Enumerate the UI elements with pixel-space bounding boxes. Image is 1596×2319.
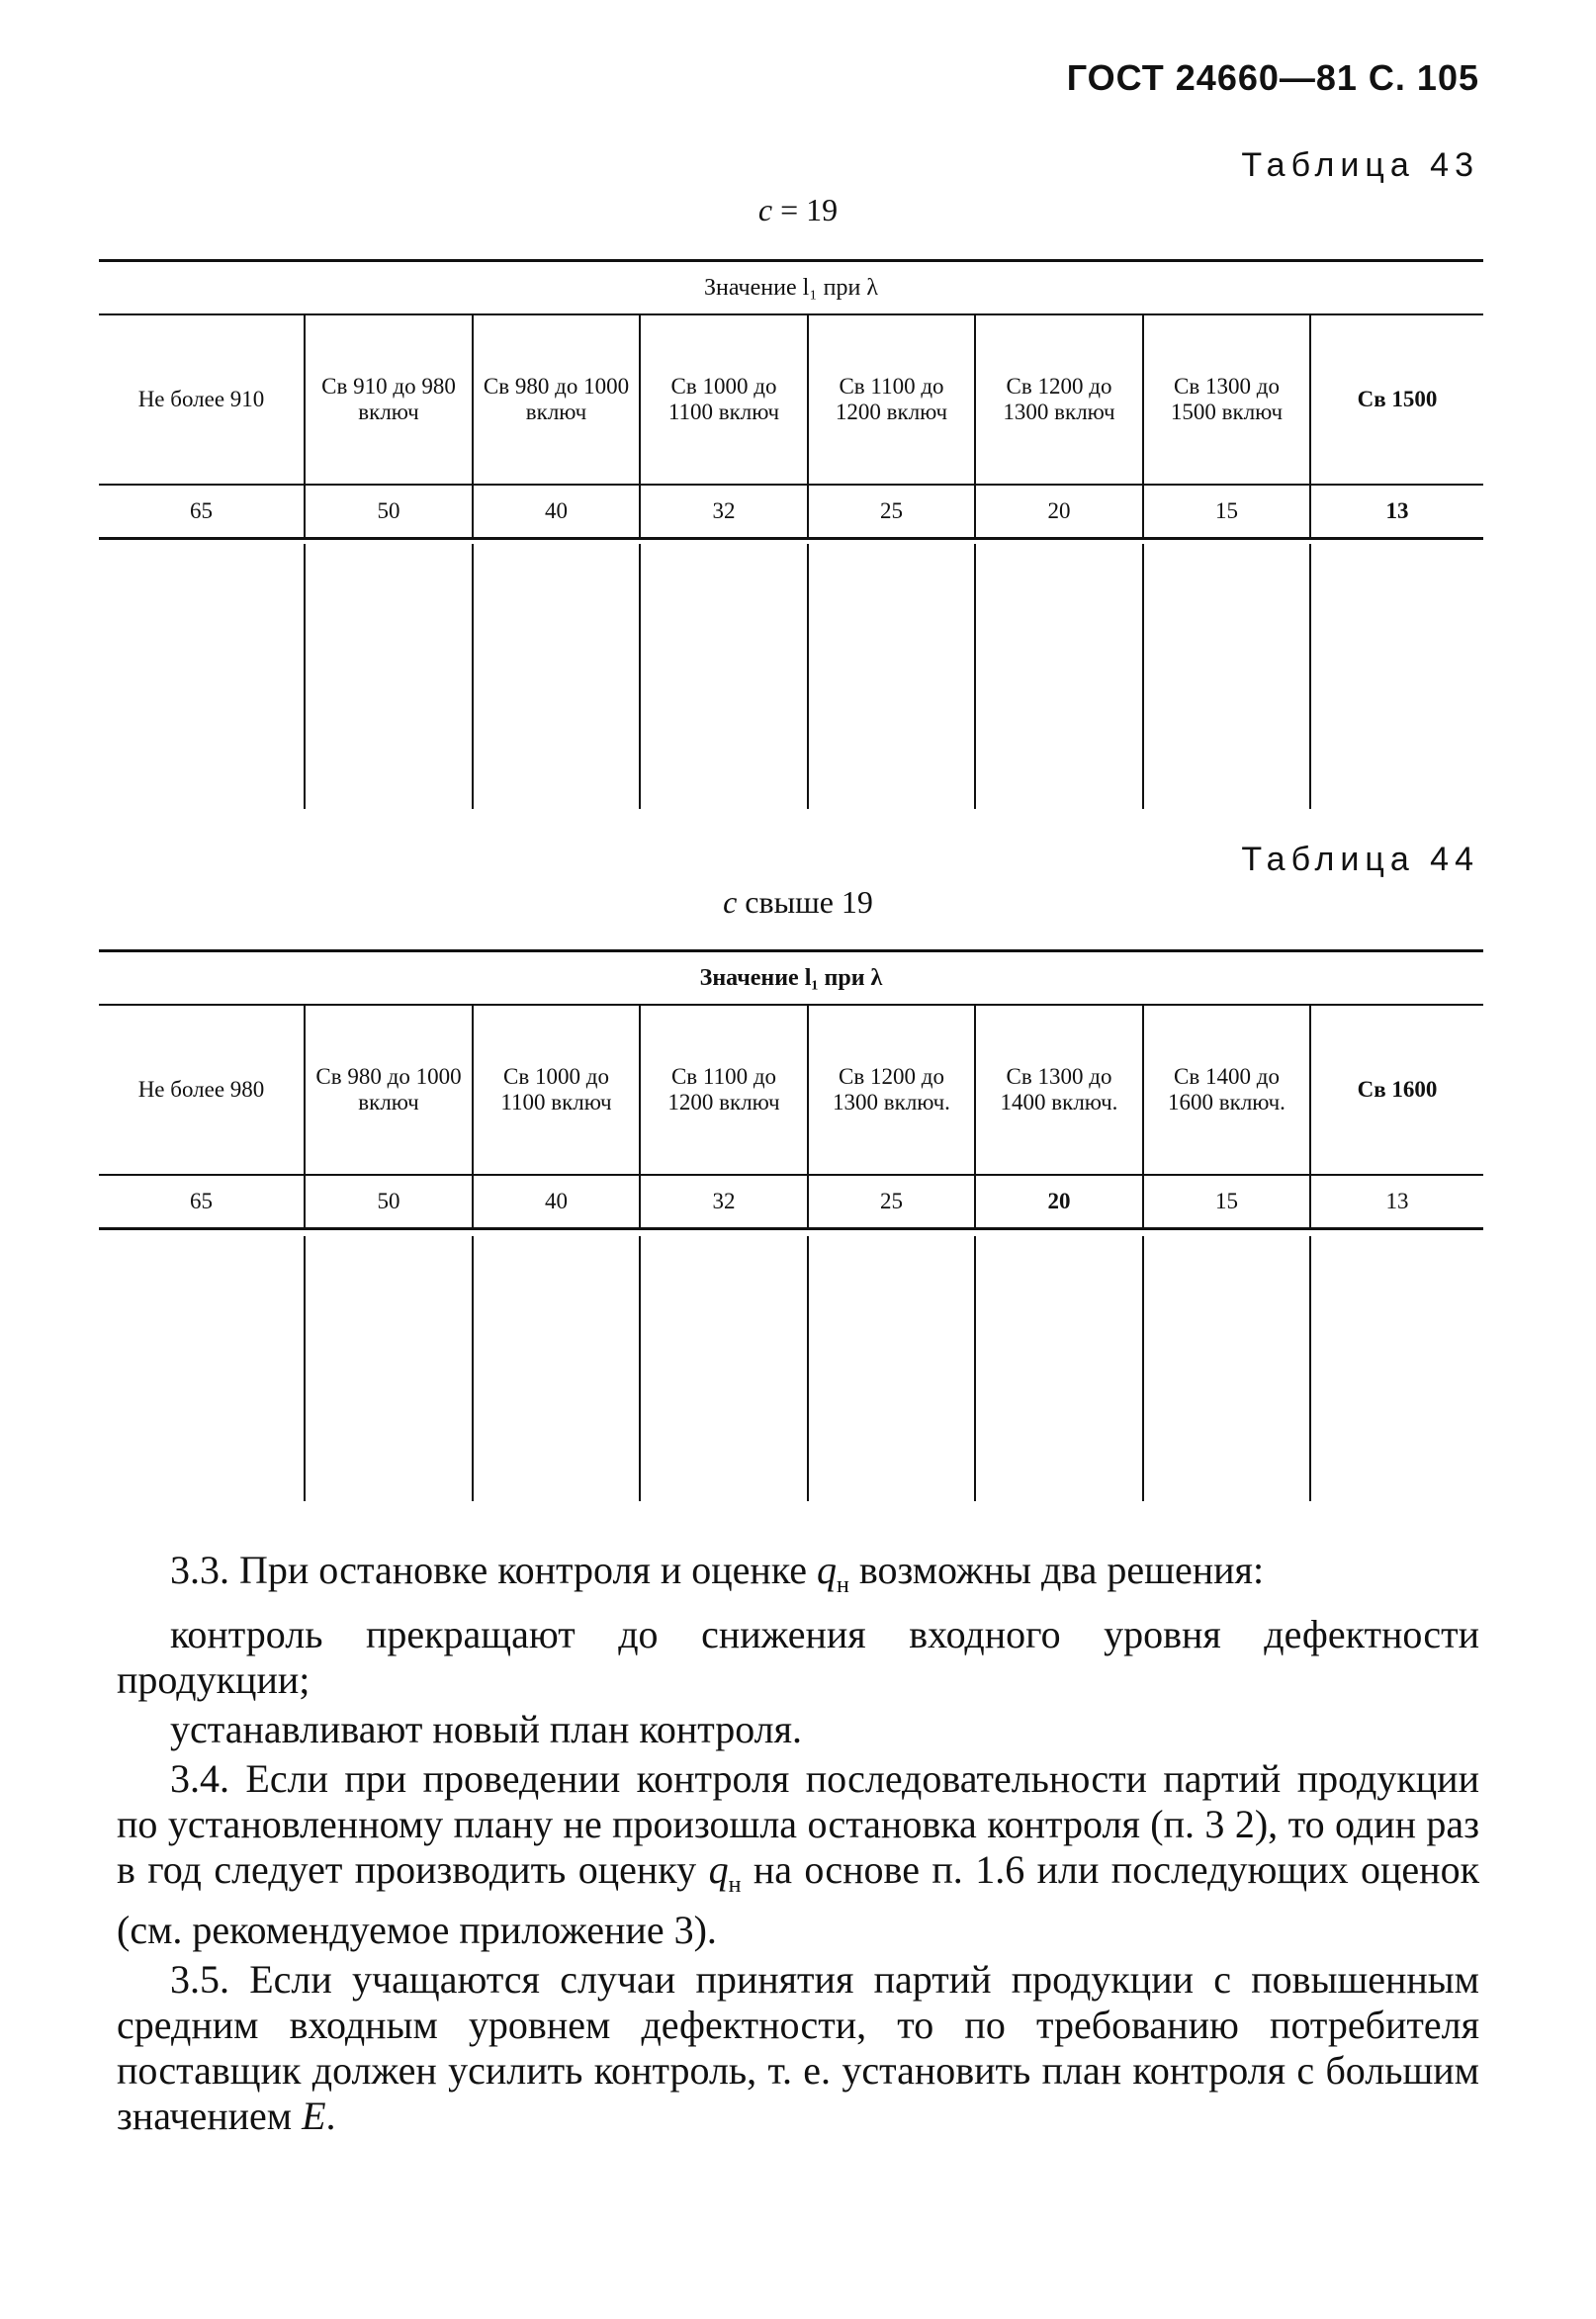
empty-column xyxy=(1309,544,1483,809)
math-subscript: н xyxy=(837,1572,849,1598)
empty-column xyxy=(1142,544,1309,809)
empty-column xyxy=(639,544,807,809)
table-cell: 25 xyxy=(807,1176,974,1227)
column-header: Св 1400 до 1600 включ. xyxy=(1142,1006,1309,1174)
table-cell: 32 xyxy=(639,1176,807,1227)
table-cell: 15 xyxy=(1142,1176,1309,1227)
column-header: Св 1000 до 1100 включ xyxy=(472,1006,639,1174)
table-43-label: Таблица 43 xyxy=(1241,146,1479,184)
table-cell: 50 xyxy=(304,1176,472,1227)
table-44 xyxy=(99,949,1483,1230)
page-header: ГОСТ 24660—81 С. 105 xyxy=(1066,57,1479,98)
caption-text: = 19 xyxy=(772,192,839,227)
column-header: Не более 980 xyxy=(137,1077,265,1102)
column-header: Св 980 до 1000 включ xyxy=(304,1006,472,1174)
table-44-head: Значение l₁ при λ xyxy=(99,952,1483,1006)
empty-column xyxy=(472,544,639,809)
table-cell: 25 xyxy=(807,486,974,537)
table-43-values-row xyxy=(99,486,1483,537)
empty-column xyxy=(304,544,472,809)
empty-column xyxy=(1142,1236,1309,1501)
paragraph-stop-control: контроль прекращают до снижения входного уровня дефектности продукции; xyxy=(117,1612,1479,1702)
empty-column xyxy=(1309,1236,1483,1501)
column-header: Не более 910 xyxy=(137,387,265,411)
empty-column xyxy=(99,1236,304,1501)
paragraph-3-4 xyxy=(117,1756,1479,1953)
empty-column xyxy=(99,544,304,809)
text-span: 3.4. Если при проведении контроля последовательности партий продукции по установленному плану не произошла остановка контроля (п. 3 2), то один раз в год следует производить оценку xyxy=(117,1756,1479,1892)
math-variable: E xyxy=(302,2094,326,2138)
text-span: 3.3. При остановке контроля и оценке xyxy=(170,1548,818,1592)
column-header: Св 1300 до 1400 включ. xyxy=(974,1006,1142,1174)
table-cell: 32 xyxy=(639,486,807,537)
column-header: Св 1000 до 1100 включ xyxy=(639,315,807,484)
column-header: Св 1100 до 1200 включ xyxy=(639,1006,807,1174)
table-cell: 65 xyxy=(190,1189,213,1213)
math-variable: q xyxy=(708,1847,729,1892)
table-44-empty-columns xyxy=(99,1236,1483,1501)
column-header: Св 1200 до 1300 включ. xyxy=(807,1006,974,1174)
column-header: Св 1600 xyxy=(1309,1006,1483,1174)
table-cell: 20 xyxy=(974,486,1142,537)
table-44-caption xyxy=(0,884,1596,921)
column-header: Св 1100 до 1200 включ xyxy=(807,315,974,484)
empty-column xyxy=(807,544,974,809)
table-43-column-headers xyxy=(99,315,1483,486)
column-header: Св 910 до 980 включ xyxy=(304,315,472,484)
column-header: Св 1300 до 1500 включ xyxy=(1142,315,1309,484)
text-span: на основе п. 1.6 или последующих оценок (см. рекомендуемое приложение 3). xyxy=(117,1847,1480,1952)
table-cell: 15 xyxy=(1142,486,1309,537)
table-cell: 13 xyxy=(1309,486,1483,537)
math-variable: q xyxy=(817,1548,838,1592)
column-header: Св 1200 до 1300 включ xyxy=(974,315,1142,484)
table-44-column-headers xyxy=(99,1006,1483,1176)
empty-column xyxy=(974,1236,1142,1501)
body-text xyxy=(117,1548,1479,2143)
column-header: Св 980 до 1000 включ xyxy=(472,315,639,484)
text-span: возможны два решения: xyxy=(848,1548,1265,1592)
table-cell: 20 xyxy=(974,1176,1142,1227)
table-43-head: Значение l₁ при λ xyxy=(99,262,1483,315)
caption-variable: c xyxy=(723,884,738,920)
empty-column xyxy=(974,544,1142,809)
table-cell: 40 xyxy=(472,1176,639,1227)
caption-text: свыше 19 xyxy=(737,884,873,920)
column-header: Св 1500 xyxy=(1309,315,1483,484)
table-43-empty-columns xyxy=(99,544,1483,809)
text-span: 3.5. Если учащаются случаи принятия партий продукции с повышенным средним входным уровнем дефектности, то по требованию потребителя поставщик должен усилить контроль, т. е. установить план контроля с большим значением xyxy=(117,1957,1479,2138)
empty-column xyxy=(304,1236,472,1501)
paragraph-3-5 xyxy=(117,1957,1479,2139)
empty-column xyxy=(807,1236,974,1501)
text-span: . xyxy=(325,2094,336,2138)
caption-variable: c xyxy=(757,192,773,227)
table-43-caption xyxy=(0,192,1596,228)
empty-column xyxy=(639,1236,807,1501)
table-43 xyxy=(99,259,1483,540)
math-subscript: н xyxy=(728,1872,742,1898)
table-cell: 40 xyxy=(472,486,639,537)
table-44-label: Таблица 44 xyxy=(1241,841,1479,878)
paragraph-3-3 xyxy=(117,1548,1479,1608)
table-cell: 65 xyxy=(190,498,213,523)
paragraph-new-plan: устанавливают новый план контроля. xyxy=(170,1707,803,1751)
table-cell: 50 xyxy=(304,486,472,537)
table-cell: 13 xyxy=(1309,1176,1483,1227)
table-44-values-row xyxy=(99,1176,1483,1227)
empty-column xyxy=(472,1236,639,1501)
